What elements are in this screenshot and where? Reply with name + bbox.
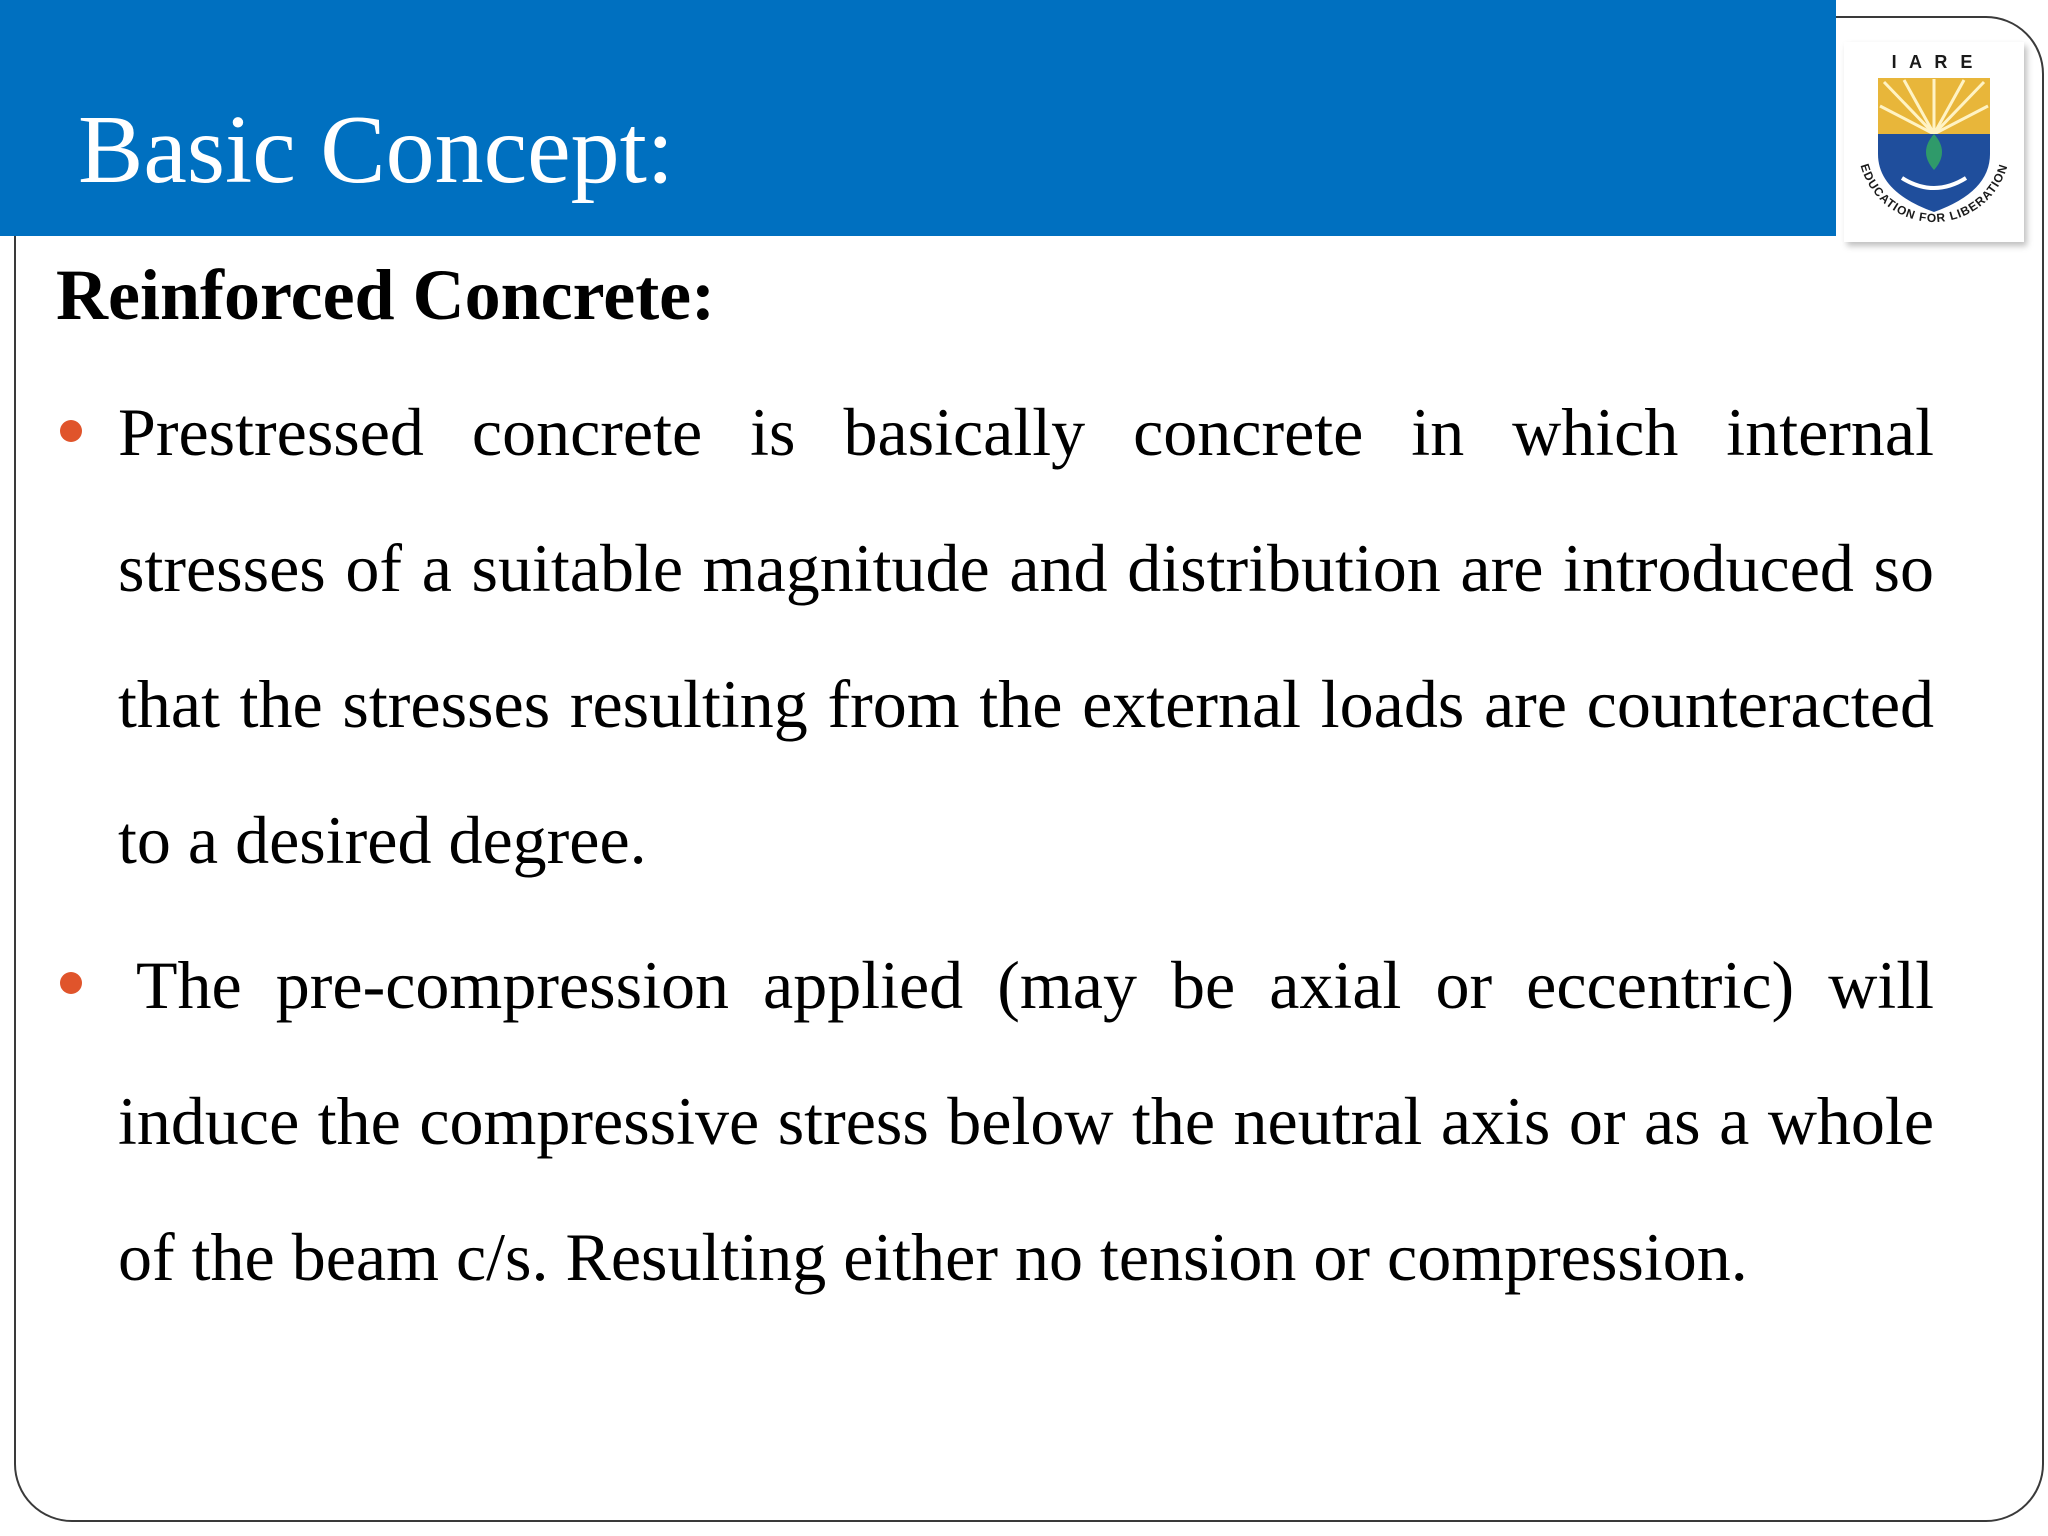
sun-rays-icon xyxy=(1878,78,1990,136)
section-heading: Reinforced Concrete: xyxy=(56,255,716,335)
bullet-marker xyxy=(60,972,82,994)
logo-top-text: I A R E xyxy=(1891,52,1977,72)
slide-title: Basic Concept: xyxy=(78,96,675,204)
bullet-marker xyxy=(60,420,82,442)
bullet-text: Prestressed concrete is basically concrete in which internal stresses of a suitable magnitude and distribution are introduced so that the stresses resulting from the external loads are counteracted to a desired degree. xyxy=(118,394,1934,878)
bullet-text: The pre-compression applied (may be axial or eccentric) will induce the compressive stress below the neutral axis or as a whole of the beam c/s. Resulting either no tension or compression. xyxy=(118,947,1934,1295)
iare-logo-graphic xyxy=(1844,42,2024,242)
iare-logo xyxy=(1844,42,2024,242)
logo-motto: EDUCATION FOR LIBERATION xyxy=(1857,161,2011,226)
title-bar xyxy=(0,0,1836,236)
